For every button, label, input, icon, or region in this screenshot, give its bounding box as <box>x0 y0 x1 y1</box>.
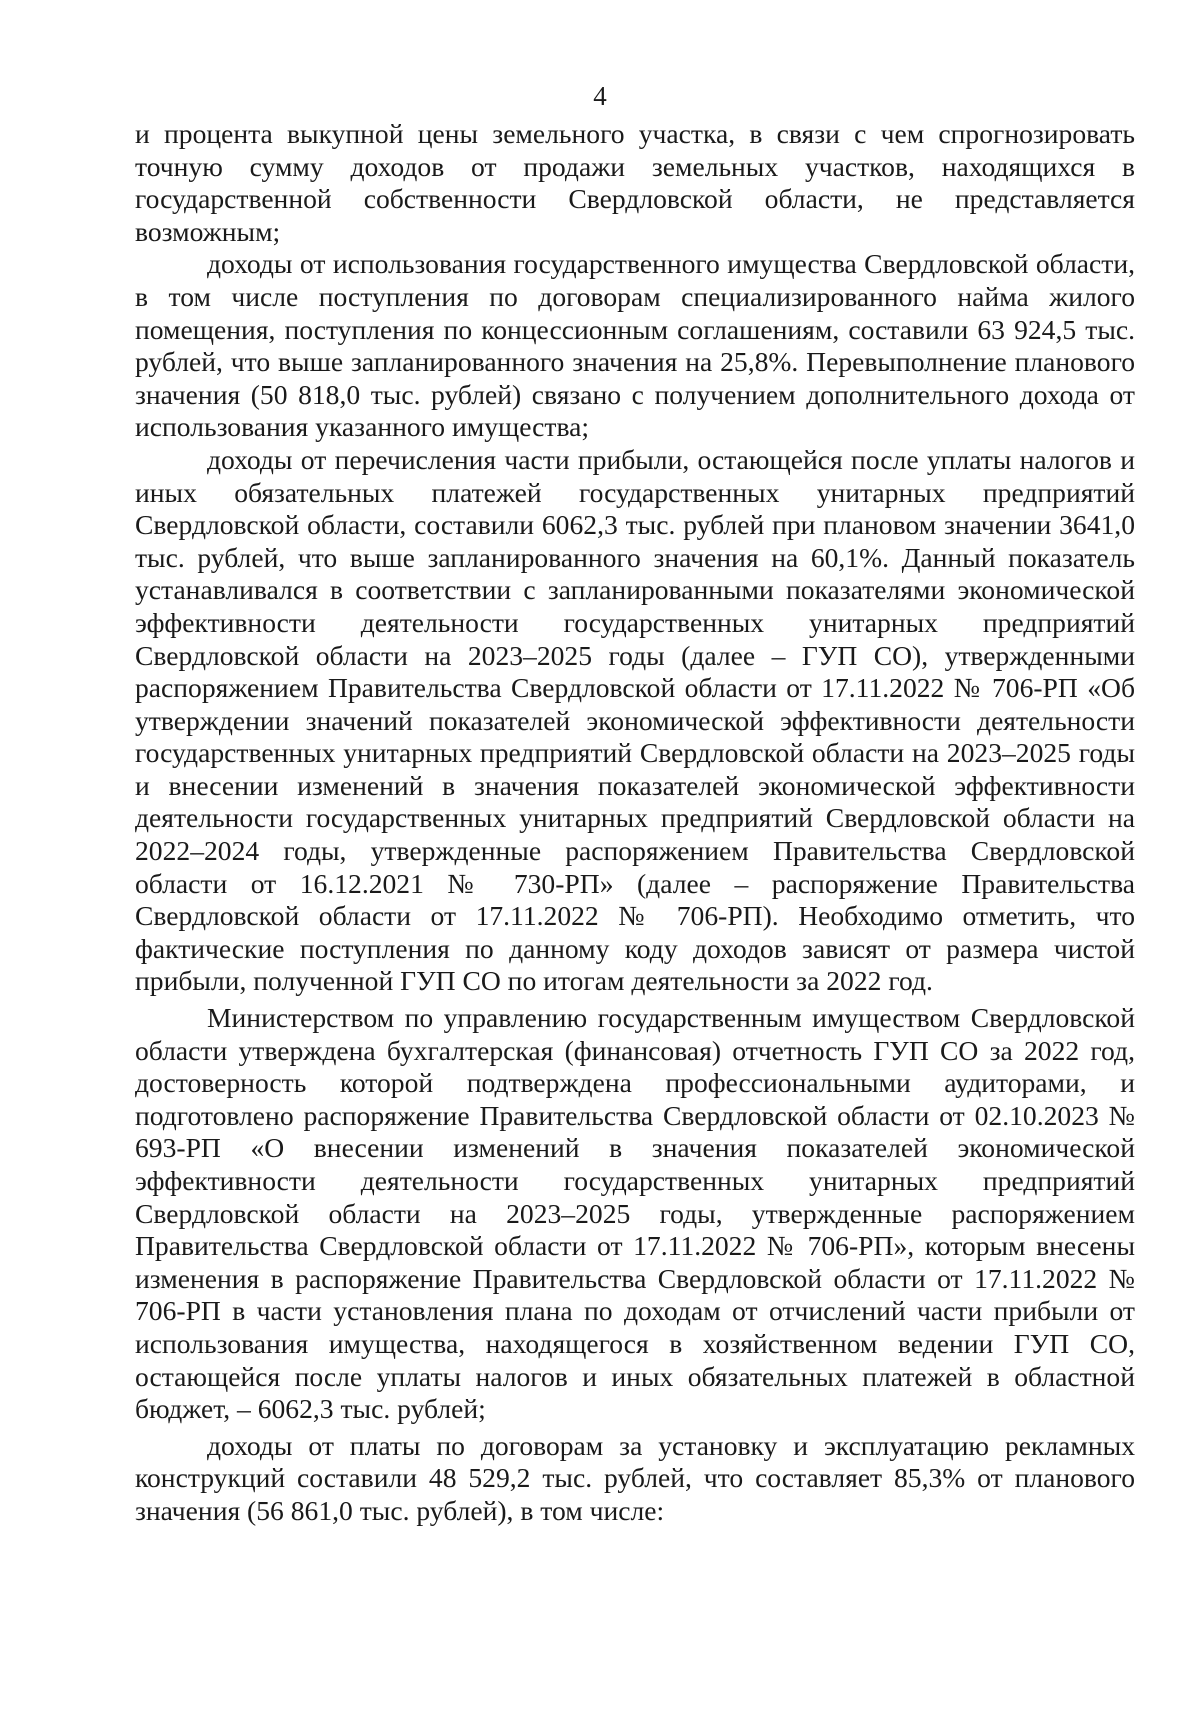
paragraph-land-sale-continuation: и процента выкупной цены земельного участка, в связи с чем спрогнозировать точную сумму доходов от продажи земельных участков, находящихся в государственной собственности Свердловской области, не представляется возможным; <box>135 118 1135 247</box>
page-number: 4 <box>593 81 607 111</box>
paragraph-advertising-income: доходы от платы по договорам за установку и эксплуатацию рекламных конструкций составили 48 529,2 тыс. рублей, что составляет 85,3% от планового значения (56 861,0 тыс. рублей), в том числе: <box>135 1429 1135 1526</box>
paragraph-ministry-reporting: Министерством по управлению государственным имуществом Свердловской области утверждена бухгалтерская (финансовая) отчетность ГУП СО за 2022 год, достоверность которой подтверждена профессиональными аудиторами, и подготовлено распоряжение Правительства Свердловской области от 02.10.2023 № 693-РП «О внесении изменений в значения показателей экономической эффективности деятельности государственных унитарных предприятий Свердловской области на 2023–2025 годы, утвержденные распоряжением Правительства Свердловской области от 17.11.2022 № 706-РП», которым внесены изменения в распоряжение Правительства Свердловской области от 17.11.2022 № 706-РП в части установления плана по доходам от отчислений части прибыли от использования имущества, находящегося в хозяйственном ведении ГУП СО, остающейся после уплаты налогов и иных обязательных платежей в областной бюджет, – 6062,3 тыс. рублей; <box>135 1002 1135 1425</box>
paragraph-profit-transfer-income: доходы от перечисления части прибыли, остающейся после уплаты налогов и иных обязательных платежей государственных унитарных предприятий Свердловской области, составили 6062,3 тыс. рублей при плановом значении 3641,0 тыс. рублей, что выше запланированного значения на 60,1%. Данный показатель устанавливался в соответствии с запланированными показателями экономической эффективности деятельности государственных унитарных предприятий Свердловской области на 2023–2025 годы (далее – ГУП СО), утвержденными распоряжением Правительства Свердловской области от 17.11.2022 № 706-РП «Об утверждении значений показателей экономической эффективности деятельности государственных унитарных предприятий Свердловской области на 2023–2025 годы и внесении изменений в значения показателей экономической эффективности деятельности государственных унитарных предприятий Свердловской области на 2022–2024 годы, утвержденные распоряжением Правительства Свердловской области от 16.12.2021 № 730-РП» (далее – распоряжение Правительства Свердловской области от 17.11.2022 № 706-РП). Необходимо отметить, что фактические поступления по данному коду доходов зависят от размера чистой прибыли, полученной ГУП СО по итогам деятельности за 2022 год. <box>135 443 1135 997</box>
paragraph-property-use-income: доходы от использования государственного имущества Свердловской области, в том числе поступления по договорам специализированного найма жилого помещения, поступления по концессионным соглашениям, составили 63 924,5 тыс. рублей, что выше запланированного значения на 25,8%. Перевыполнение планового значения (50 818,0 тыс. рублей) связано с получением дополнительного дохода от использования указанного имущества; <box>135 248 1135 443</box>
document-body <box>135 118 1135 1528</box>
